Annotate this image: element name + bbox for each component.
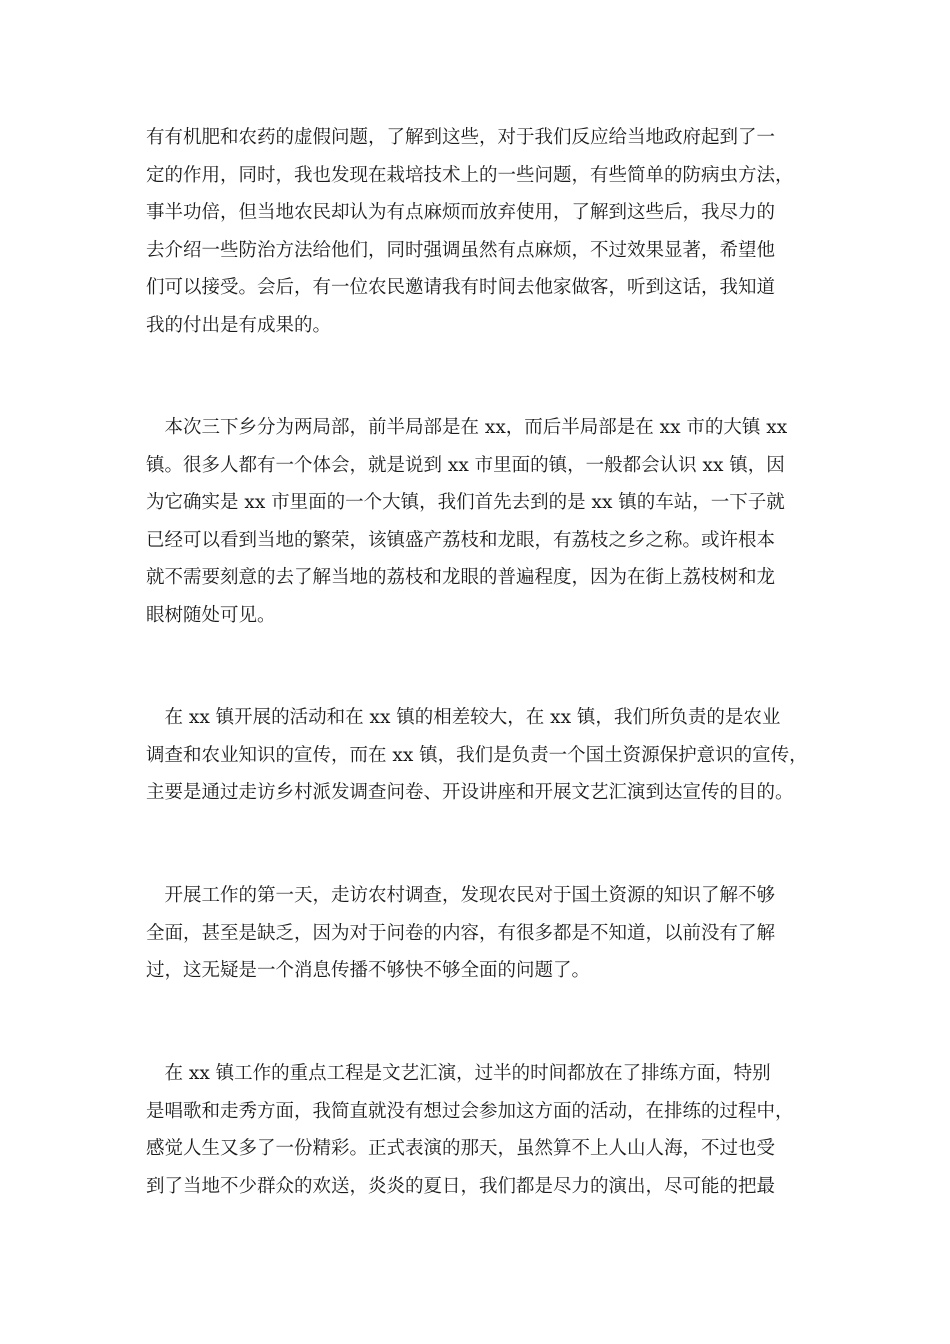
- text-line: 就不需要刻意的去了解当地的荔枝和龙眼的普遍程度，因为在街上荔枝树和龙: [146, 567, 776, 589]
- text-line: 镇。很多人都有一个体会，就是说到 xx 市里面的镇，一般都会认识 xx 镇，因: [146, 454, 785, 476]
- paragraph-4: [146, 877, 810, 990]
- text-line: 们可以接受。会后，有一位农民邀请我有时间去他家做客，听到这话，我知道: [146, 277, 776, 299]
- paragraph-2: [146, 409, 810, 635]
- text-line: 是唱歌和走秀方面，我简直就没有想过会参加这方面的活动，在排练的过程中，: [146, 1100, 794, 1122]
- text-line: 在 xx 镇开展的活动和在 xx 镇的相差较大，在 xx 镇，我们所负责的是农业: [146, 707, 781, 728]
- text-line: 开展工作的第一天，走访农村调查，发现农民对于国土资源的知识了解不够: [146, 885, 776, 906]
- text-line: 我的付出是有成果的。: [146, 314, 332, 336]
- text-line: 有有机肥和农药的虚假问题，了解到这些，对于我们反应给当地政府起到了一: [146, 127, 776, 148]
- text-line: 主要是通过走访乡村派发调查问卷、开设讲座和开展文艺汇演到达宣传的目的。: [146, 782, 794, 804]
- text-line: 本次三下乡分为两局部，前半局部是在 xx，而后半局部是在 xx 市的大镇 xx: [146, 417, 788, 438]
- paragraph-1: [146, 119, 810, 345]
- text-line: 到了当地不少群众的欢送，炎炎的夏日，我们都是尽力的演出，尽可能的把最: [146, 1175, 776, 1197]
- text-line: 在 xx 镇工作的重点工程是文艺汇演，过半的时间都放在了排练方面，特别: [146, 1063, 771, 1084]
- text-line: 眼树随处可见。: [146, 604, 276, 626]
- text-line: 事半功倍，但当地农民却认为有点麻烦而放弃使用，了解到这些后，我尽力的: [146, 202, 776, 224]
- text-line: 定的作用，同时，我也发现在栽培技术上的一些问题，有些简单的防病虫方法，: [146, 164, 794, 186]
- text-line: 去介绍一些防治方法给他们，同时强调虽然有点麻烦，不过效果显著，希望他: [146, 239, 776, 261]
- paragraph-3: [146, 699, 810, 812]
- paragraph-5: [146, 1055, 810, 1205]
- text-line: 全面，甚至是缺乏，因为对于问卷的内容，有很多都是不知道，以前没有了解: [146, 922, 776, 944]
- text-line: 过，这无疑是一个消息传播不够快不够全面的问题了。: [146, 960, 591, 982]
- text-line: 已经可以看到当地的繁荣，该镇盛产荔枝和龙眼，有荔枝之乡之称。或许根本: [146, 529, 776, 551]
- text-line: 调查和农业知识的宣传，而在 xx 镇，我们是负责一个国土资源保护意识的宣传，: [146, 744, 808, 766]
- text-line: 感觉人生又多了一份精彩。正式表演的那天，虽然算不上人山人海，不过也受: [146, 1138, 776, 1160]
- text-line: 为它确实是 xx 市里面的一个大镇，我们首先去到的是 xx 镇的车站，一下子就: [146, 492, 785, 514]
